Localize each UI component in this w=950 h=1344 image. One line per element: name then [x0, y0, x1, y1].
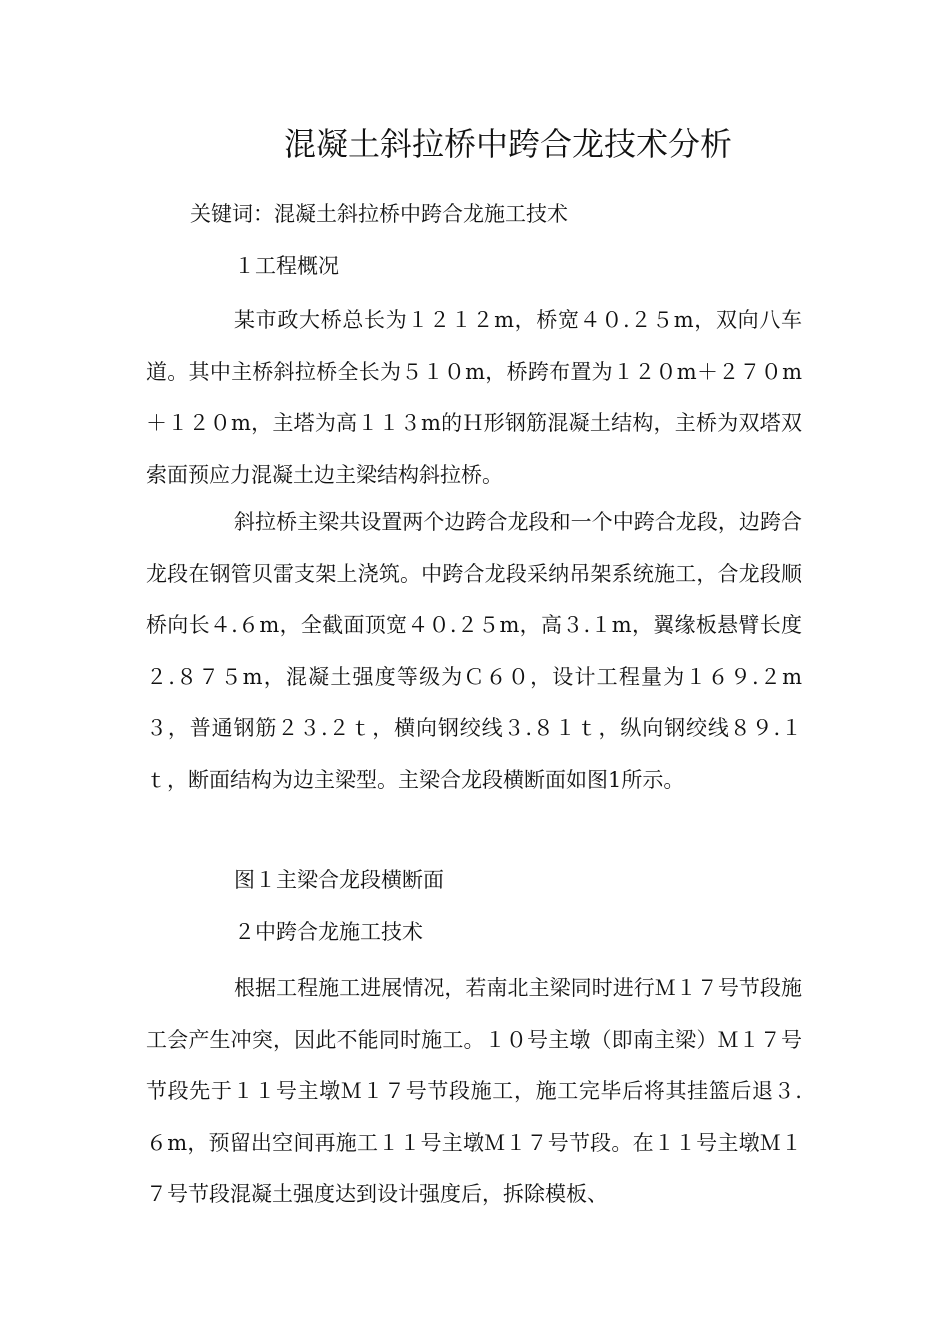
figure-caption: 图１主梁合龙段横断面 — [234, 868, 444, 892]
keywords-line: 关键词：混凝土斜拉桥中跨合龙施工技术 — [190, 202, 568, 226]
section-1-heading: １工程概况 — [234, 254, 339, 278]
paragraph-construction-technique: 根据工程施工进展情况，若南北主梁同时进行Ｍ１７号节段施工会产生冲突，因此不能同时施工。１０号主墩（即南主梁）Ｍ１７号节段先于１１号主墩Ｍ１７号节段施工，施工完毕后将其挂篮后退３.６m，预留出空间再施工１１号主墩Ｍ１７号节段。在１１号主墩Ｍ１７号节段混凝土强度达到设计强度后，拆除模板、 — [146, 976, 802, 1206]
section-2-heading: ２中跨合龙施工技术 — [234, 920, 423, 944]
paragraph-closure-segment: 斜拉桥主梁共设置两个边跨合龙段和一个中跨合龙段，边跨合龙段在钢管贝雷支架上浇筑。中跨合龙段采纳吊架系统施工，合龙段顺桥向长４.６m，全截面顶宽４０.２５m，高３.１m，翼缘板悬臂长度２.８７５m，混凝土强度等级为Ｃ６０，设计工程量为１６９.２m３，普通钢筋２３.２ｔ，横向钢绞线３.８１ｔ，纵向钢绞线８９.１ｔ，断面结构为边主梁型。主梁合龙段横断面如图1所示。 — [146, 510, 802, 792]
document-title: 混凝土斜拉桥中跨合龙技术分析 — [283, 125, 732, 163]
paragraph-project-overview: 某市政大桥总长为１２１２m，桥宽４０.２５m，双向八车道。其中主桥斜拉桥全长为５１０m，桥跨布置为１２０m＋２７０m＋１２０m，主塔为高１１３m的Ｈ形钢筋混凝土结构，主桥为双塔双索面预应力混凝土边主梁结构斜拉桥。 — [146, 308, 802, 487]
